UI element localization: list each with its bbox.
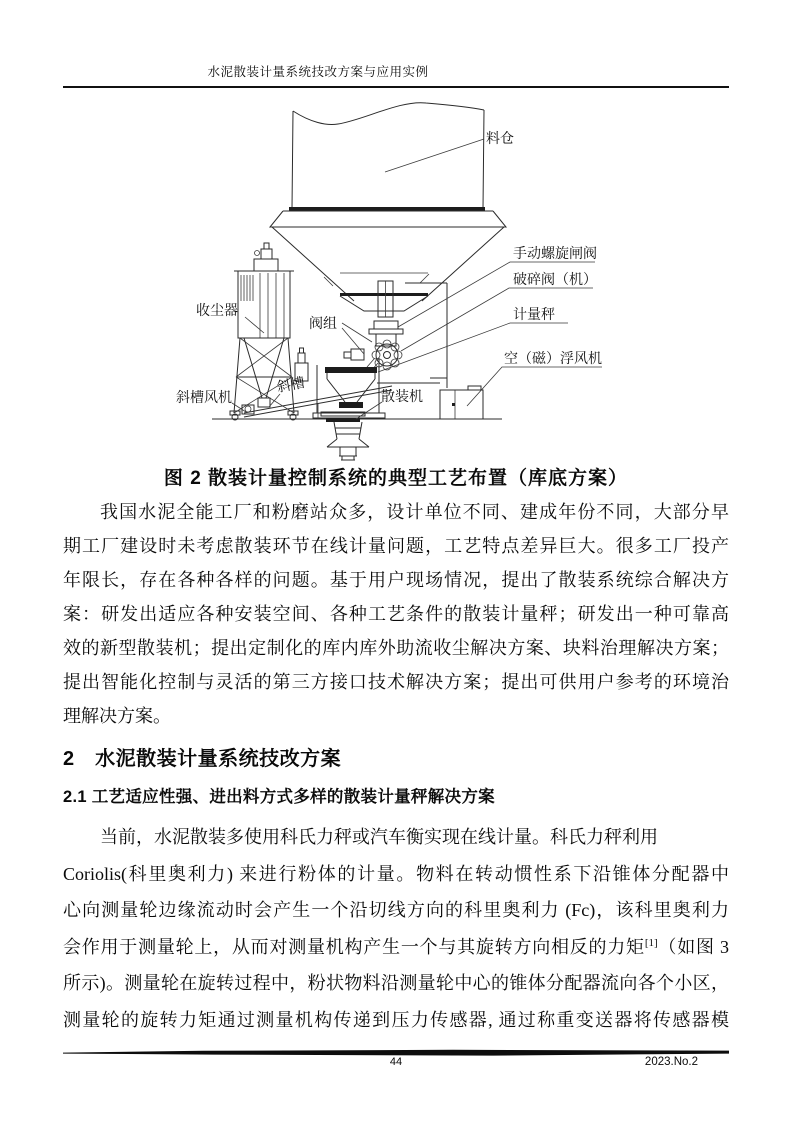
silo-skirt [270, 211, 506, 227]
paragraph-line: 年限长，存在各种各样的问题。基于用户现场情况，提出了散装系统综合解决方 [63, 570, 729, 590]
paragraph-line: Coriolis(科里奥利力) 来进行粉体的计量。物料在转动惯性系下沿锥体分配器中 [63, 863, 729, 884]
paragraph-line: 心向测量轮边缘流动时会产生一个沿切线方向的科里奥利力 (Fc)，该科里奥利力 [63, 900, 729, 920]
air-pipe [377, 283, 447, 388]
label-silo: 料仓 [486, 132, 514, 147]
section-heading: 2 水泥散装计量系统技改方案 [63, 748, 342, 770]
running-header: 水泥散装计量系统技改方案与应用实例 [207, 65, 429, 79]
leader-silo [385, 139, 484, 172]
valve-group-box [351, 349, 364, 360]
label-weighing-scale: 计量秤 [513, 308, 555, 323]
silo-top-breakline [293, 103, 484, 125]
line-text: （如图 3 [657, 936, 729, 957]
gate-valve-body [374, 321, 398, 329]
weighing-scale-vessel [313, 358, 385, 418]
distributor-dish [340, 296, 428, 311]
paragraph-1 [63, 495, 729, 733]
paragraph-line: 我国水泥全能工厂和粉磨站众多，设计单位不同、建成年份不同，大部分早 [100, 502, 729, 522]
paragraph-line: 测量轮的旋转力矩通过测量机构传递到压力传感器, 通过称重变送器将传感器模 [63, 1009, 729, 1030]
label-bulk-loader: 散装机 [381, 390, 423, 405]
hopper-cone [272, 227, 504, 301]
label-blower: 空（磁）浮风机 [504, 352, 602, 367]
citation-superscript: [1] [644, 936, 658, 949]
leader-crusher-valve [401, 288, 593, 351]
silo-walls [292, 110, 484, 209]
silo-flange-band [289, 207, 485, 211]
paragraph-line [63, 929, 729, 966]
figure-caption: 图 2 散装计量控制系统的典型工艺布置（库底方案） [163, 468, 629, 489]
label-chute: 斜槽 [275, 375, 307, 396]
page-number: 44 [389, 1056, 403, 1068]
label-chute-fan: 斜槽风机 [176, 391, 232, 406]
label-manual-screw-gate-valve: 手动螺旋闸阀 [513, 247, 597, 262]
leader-blower [467, 367, 602, 406]
header-rule [63, 86, 729, 88]
paragraph-line: 案：研发出适应各种安装空间、各种工艺条件的散装计量秤；研发出一种可靠高 [63, 604, 729, 624]
paragraph-line: 效的新型散装机；提出定制化的库内库外助流收尘解决方案、块料治理解决方案； [63, 638, 729, 658]
leader-dust-collector [245, 317, 264, 333]
issue-number: 2023.No.2 [644, 1056, 698, 1068]
distributor-rim [340, 293, 428, 296]
valve-group-box-small [344, 352, 351, 358]
line-text: 会作用于测量轮上，从而对测量机构产生一个与其旋转方向相反的力矩 [63, 936, 645, 957]
paragraph-2 [63, 819, 729, 1038]
paragraph-line: 理解决方案。 [63, 706, 171, 726]
gate-valve-flange [369, 329, 403, 334]
label-dust-collector: 收尘器 [196, 304, 238, 319]
blower-box [440, 386, 483, 419]
paragraph-line: 期工厂建设时未考虑散装环节在线计量问题，工艺特点差异巨大。很多工厂投产 [63, 536, 729, 556]
paragraph-line: 提出智能化控制与灵活的第三方接口技术解决方案；提出可供用户参考的环境治 [63, 672, 729, 692]
label-valve-group: 阀组 [309, 317, 337, 332]
hopper-tick-marks [324, 274, 429, 286]
figure-process-diagram [168, 95, 638, 465]
label-crusher-valve: 破碎阀（机） [513, 273, 597, 288]
paragraph-line: 所示)。测量轮在旋转过程中，粉状物料沿测量轮中心的锥体分配器流向各个小区， [63, 973, 729, 993]
paragraph-line: 当前，水泥散装多使用科氏力秤或汽车衡实现在线计量。科氏力秤利用 [100, 827, 658, 847]
subsection-heading: 2.1 工艺适应性强、进出料方式多样的散装计量秤解决方案 [63, 788, 495, 806]
